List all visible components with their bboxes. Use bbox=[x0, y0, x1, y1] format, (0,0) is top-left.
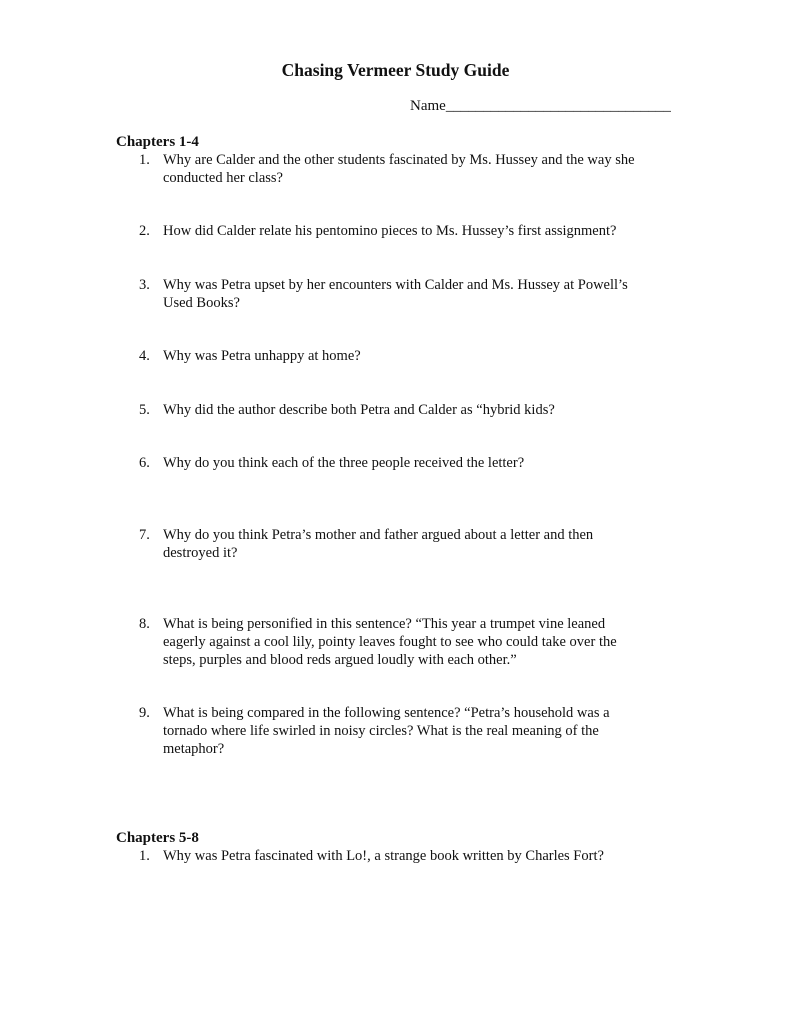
question-text: Why was Petra unhappy at home? bbox=[163, 348, 361, 364]
question-text: Why was Petra fascinated with Lo!, a strange book written by Charles Fort? bbox=[163, 848, 604, 864]
question-number: 9. bbox=[139, 705, 150, 721]
question-number: 6. bbox=[139, 455, 150, 471]
question-text: Why do you think Petra’s mother and father argued about a letter and then destroyed it? bbox=[163, 527, 594, 561]
section-heading-chapters-1-4: Chapters 1-4 bbox=[116, 134, 199, 150]
question-number: 1. bbox=[139, 848, 150, 864]
question-text: How did Calder relate his pentomino pieces to Ms. Hussey’s first assignment? bbox=[163, 223, 617, 239]
question-text: Why are Calder and the other students fascinated by Ms. Hussey and the way she conducted her class? bbox=[163, 152, 635, 186]
question-number: 7. bbox=[139, 527, 150, 543]
section-heading-chapters-5-8: Chapters 5-8 bbox=[116, 830, 199, 846]
question-number: 1. bbox=[139, 152, 150, 168]
question-text: Why was Petra upset by her encounters with Calder and Ms. Hussey at Powell’s Used Books? bbox=[163, 277, 628, 311]
question-number: 8. bbox=[139, 616, 150, 632]
question-number: 3. bbox=[139, 277, 150, 293]
question-text: What is being compared in the following sentence? “Petra’s household was a tornado where life swirled in noisy circles? What is the real meaning of the metaphor? bbox=[163, 705, 610, 757]
question-text: Why did the author describe both Petra and Calder as “hybrid kids? bbox=[163, 402, 555, 418]
page-title: Chasing Vermeer Study Guide bbox=[281, 60, 510, 80]
question-text: Why do you think each of the three people received the letter? bbox=[163, 455, 525, 471]
question-number: 4. bbox=[139, 348, 150, 364]
question-number: 5. bbox=[139, 402, 150, 418]
name-field: Name______________________________ bbox=[410, 98, 671, 114]
question-number: 2. bbox=[139, 223, 150, 239]
question-text: What is being personified in this sentence? “This year a trumpet vine leaned eagerly against a cool lily, pointy leaves fought to see who could take over the steps, purples and blood reds argued loudly with each other.” bbox=[163, 616, 617, 668]
